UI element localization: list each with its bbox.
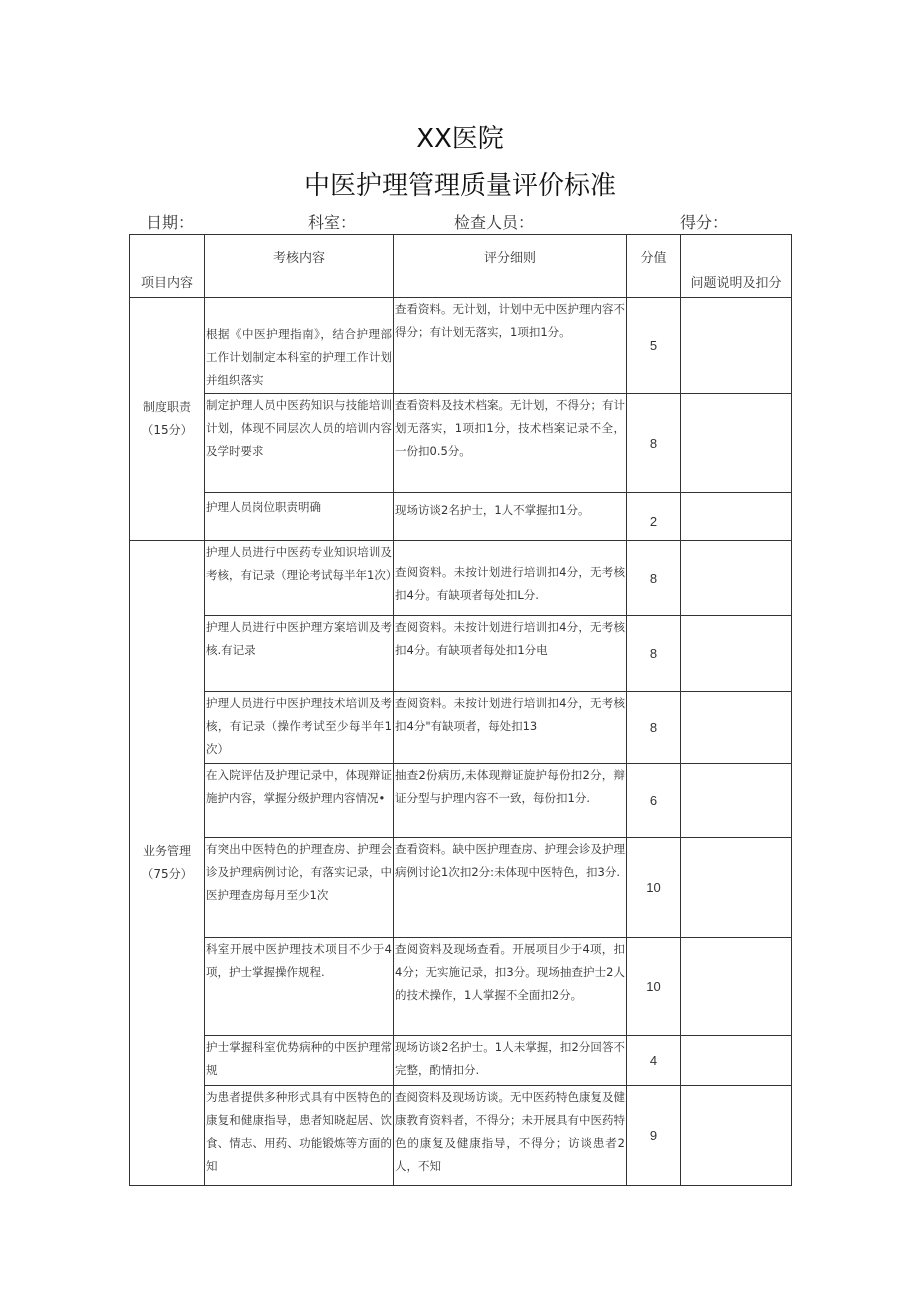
- column-header-category: 项目内容: [130, 235, 205, 298]
- criteria-cell: 查看资料及技术档案。无计划，不得分；有计划无落实，1项扣1分，技术档案记录不全，一份扣0.5分。: [394, 394, 627, 493]
- table-row: [130, 764, 792, 838]
- score-cell: 8: [627, 541, 681, 616]
- content-cell: 护理人员岗位职责明确: [205, 493, 394, 541]
- table-row: [130, 541, 792, 616]
- notes-cell[interactable]: [681, 1086, 792, 1186]
- criteria-cell: 查看资料。缺中医护理查房、护理会诊及护理病例讨论1次扣2分:未体现中医特色，扣3分.: [394, 838, 627, 938]
- score-field-label: 得分：: [680, 213, 729, 232]
- score-cell: 8: [627, 616, 681, 692]
- notes-cell[interactable]: [681, 1036, 792, 1086]
- score-cell: 2: [627, 493, 681, 541]
- notes-cell[interactable]: [681, 541, 792, 616]
- notes-cell[interactable]: [681, 938, 792, 1036]
- section-category-cell: [130, 541, 205, 1186]
- column-header-content: 考核内容: [205, 235, 394, 298]
- table-row: [130, 493, 792, 541]
- content-cell: 护理人员进行中医药专业知识培训及考核，有记录（理论考试每半年1次）: [205, 541, 394, 616]
- criteria-cell: 现场访谈2名护士。1人未掌握，扣2分回答不完整，酌情扣分.: [394, 1036, 627, 1086]
- date-field-label: 日期：: [146, 213, 195, 232]
- content-cell: 科室开展中医护理技术项目不少于4项，护士掌握操作规程.: [205, 938, 394, 1036]
- department-field-label: 科室：: [308, 213, 357, 232]
- criteria-cell: 查阅资料及现场查看。开展项目少于4项，扣4分；无实施记录，扣3分。现场抽查护士2人的技术操作，1人掌握不全面扣2分。: [394, 938, 627, 1036]
- criteria-cell: 抽查2份病历,未体现辩证旋护每份扣2分，辩证分型与护理内容不一致，每份扣1分.: [394, 764, 627, 838]
- section-category-label: 业务管理（75分）: [141, 844, 193, 881]
- inspector-field-label: 检查人员：: [454, 213, 535, 232]
- score-cell: 8: [627, 692, 681, 764]
- content-cell: 为患者提供多种形式具有中医特色的康复和健康指导，患者知晓起居、饮食、情志、用药、功能锻炼等方面的知: [205, 1086, 394, 1186]
- score-cell: 4: [627, 1036, 681, 1086]
- criteria-cell: 查阅资料。未按计划进行培训扣4分，无考核扣4分"有缺项者，每处扣13: [394, 692, 627, 764]
- score-cell: 6: [627, 764, 681, 838]
- content-cell: 根据《中医护理指南》，结合护理部工作计划制定本科室的护理工作计划并组织落实: [205, 298, 394, 394]
- document-title: 中医护理管理质量评价标准: [303, 171, 616, 201]
- column-header-criteria: 评分细则: [394, 235, 627, 298]
- content-cell: 制定护理人员中医药知识与技能培训计划，体现不同层次人员的培训内容及学时要求: [205, 394, 394, 493]
- content-cell: 护理人员进行中医护理方案培训及考核.有记录: [205, 616, 394, 692]
- notes-cell[interactable]: [681, 764, 792, 838]
- score-cell: 5: [627, 298, 681, 394]
- content-cell: 护理人员进行中医护理技术培训及考核，有记录（操作考试至少每半年1次）: [205, 692, 394, 764]
- criteria-cell: 查阅资料及现场访谈。无中医药特色康复及健康教育资料者，不得分；未开展具有中医药特色的康复及健康指导，不得分；访谈患者2人，不知: [394, 1086, 627, 1186]
- criteria-cell: 查阅资料。未按计划进行培训扣4分，无考核扣4分。有缺项者每处扣L分.: [394, 541, 627, 616]
- column-header-score: 分值: [627, 235, 681, 298]
- criteria-cell: 查看资料。无计划，计划中无中医护理内容不得分；有计划无落实，1项扣1分。: [394, 298, 627, 394]
- section-category-cell: [130, 298, 205, 541]
- table-row: [130, 1086, 792, 1186]
- content-cell: 在入院评估及护理记录中，体现辩证施护内容，掌握分级护理内容情况•: [205, 764, 394, 838]
- content-cell: 有突出中医特色的护理查房、护理会诊及护理病例讨论，有落实记录，中医护理查房每月至少1次: [205, 838, 394, 938]
- table-row: [130, 692, 792, 764]
- table-row: [130, 298, 792, 394]
- table-row: [130, 616, 792, 692]
- notes-cell[interactable]: [681, 394, 792, 493]
- table-row: [130, 1036, 792, 1086]
- score-cell: 8: [627, 394, 681, 493]
- column-header-notes: 问题说明及扣分: [681, 235, 792, 298]
- notes-cell[interactable]: [681, 616, 792, 692]
- section-category-label: 制度职责（15分）: [141, 400, 193, 437]
- score-cell: 9: [627, 1086, 681, 1186]
- notes-cell[interactable]: [681, 298, 792, 394]
- table-row: [130, 394, 792, 493]
- criteria-cell: 现场访谈2名护士，1人不掌握扣1分。: [394, 493, 627, 541]
- table-row: [130, 838, 792, 938]
- score-cell: 10: [627, 838, 681, 938]
- hospital-title: XX医院: [416, 124, 504, 154]
- table-header-row: [130, 235, 792, 298]
- score-cell: 10: [627, 938, 681, 1036]
- content-cell: 护士掌握科室优势病种的中医护理常规: [205, 1036, 394, 1086]
- criteria-cell: 查阅资料。未按计划进行培训扣4分，无考核扣4分。有缺项者每处扣1分电: [394, 616, 627, 692]
- notes-cell[interactable]: [681, 493, 792, 541]
- notes-cell[interactable]: [681, 838, 792, 938]
- notes-cell[interactable]: [681, 692, 792, 764]
- evaluation-table: [129, 234, 792, 1186]
- table-row: [130, 938, 792, 1036]
